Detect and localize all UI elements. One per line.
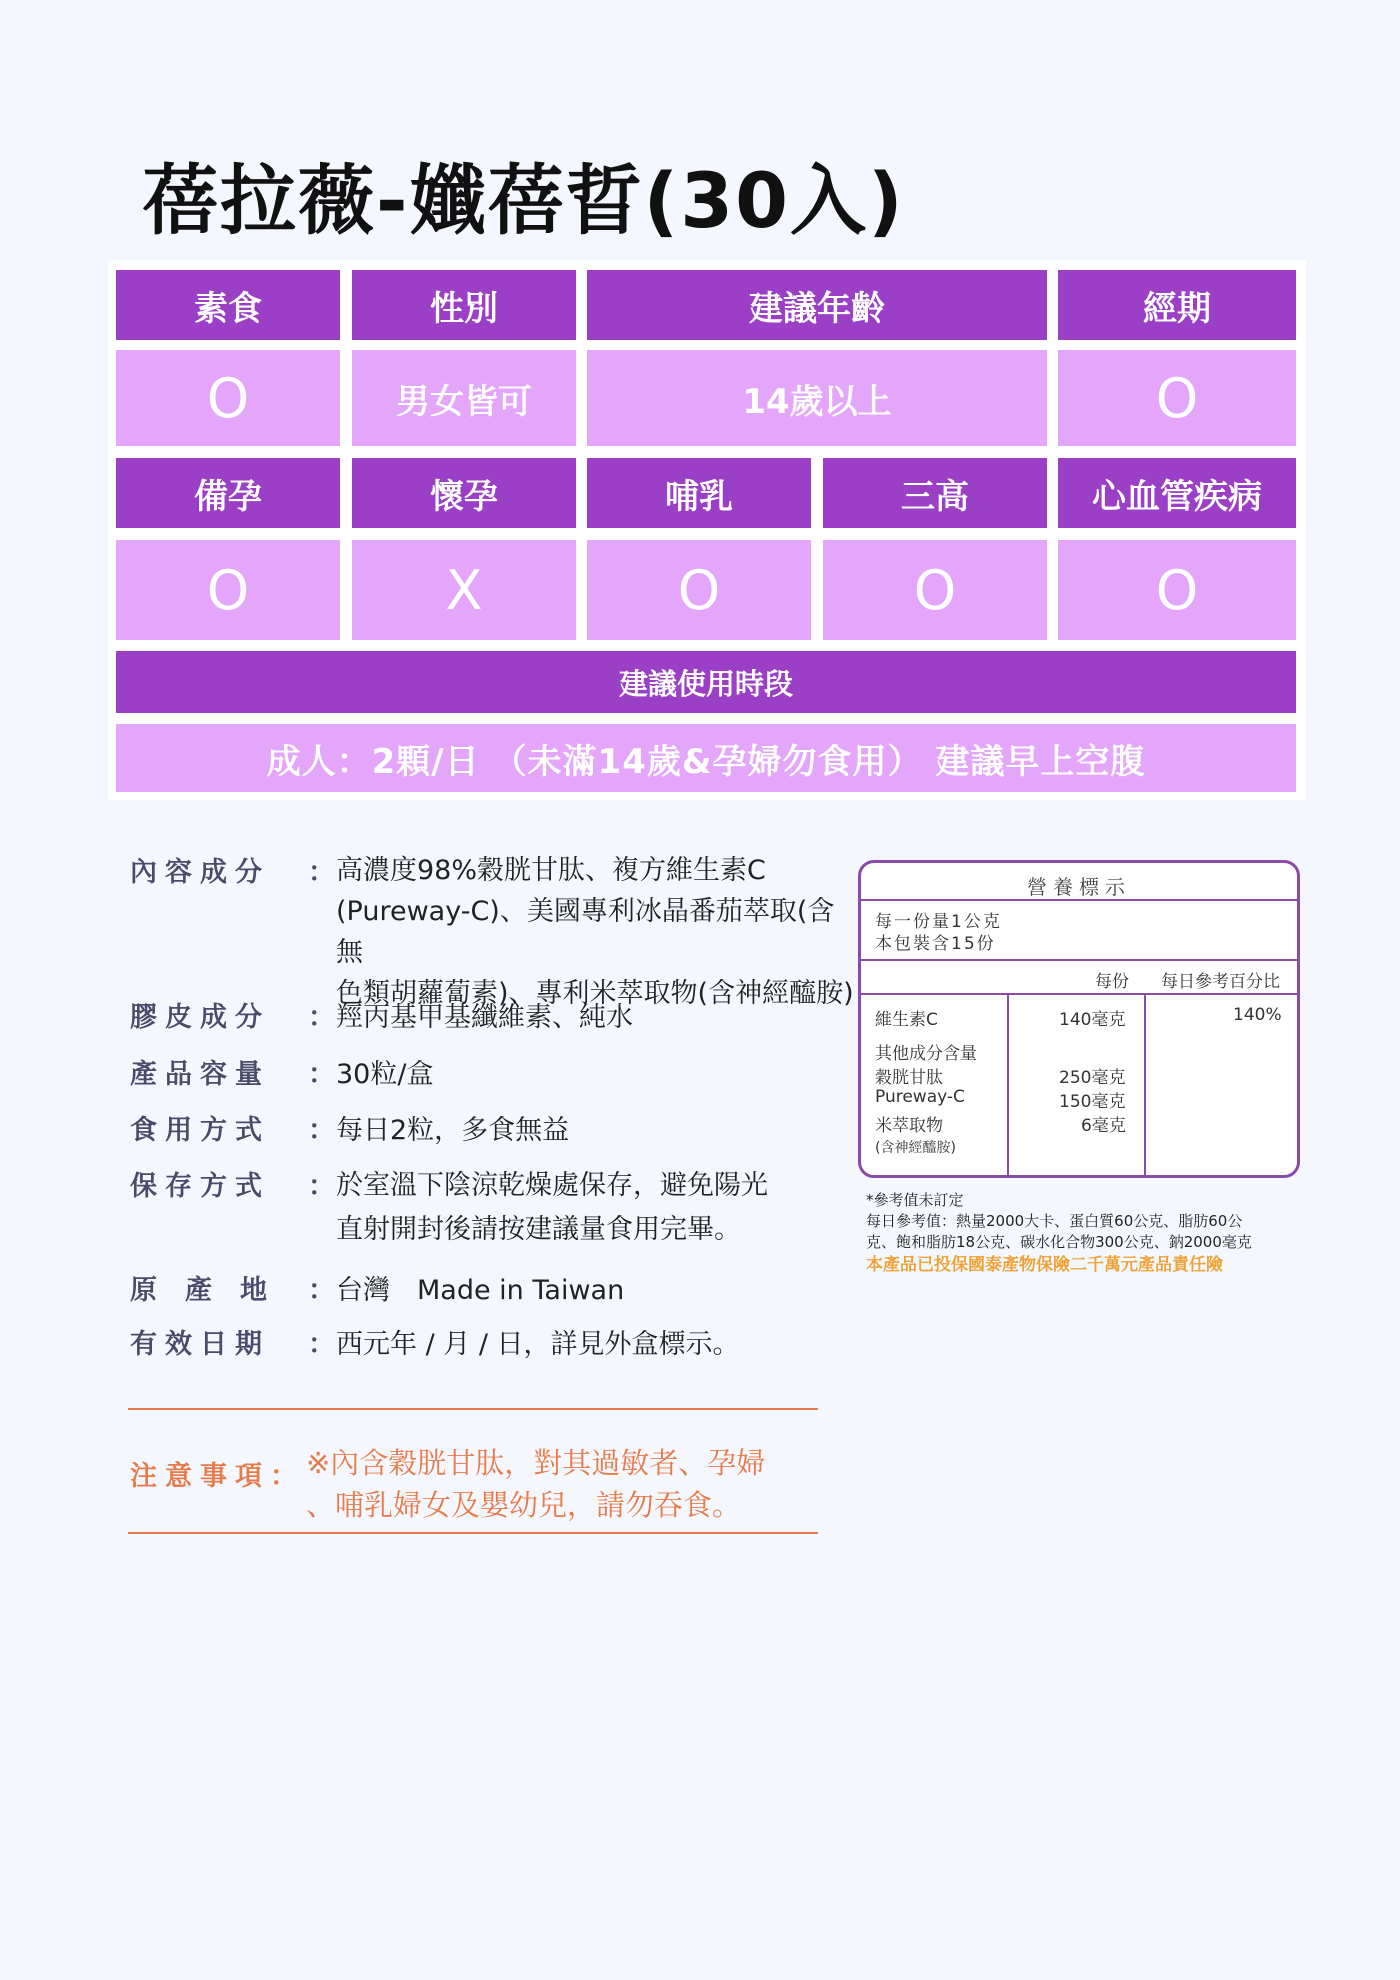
value-breastfeeding: O — [587, 540, 811, 640]
insurance-note: 本產品已投保國泰產物保險二千萬元產品責任險 — [866, 1255, 1223, 1275]
reference-note: *參考值未訂定 — [866, 1191, 964, 1209]
page-title: 蓓拉薇-孅蓓晢(30入) — [142, 156, 905, 245]
pureway-amount: 150毫克 — [1059, 1092, 1126, 1112]
storage-row — [130, 1164, 856, 1252]
nutrition-divider — [861, 959, 1297, 961]
header-age: 建議年齡 — [587, 270, 1047, 340]
header-pregnancy: 懷孕 — [352, 458, 576, 528]
colon: ： — [308, 1171, 335, 1202]
content-text — [336, 850, 856, 1014]
content-label: 內容成分 — [130, 857, 270, 888]
colon: ： — [308, 1329, 335, 1360]
storage-text — [336, 1164, 856, 1252]
caution-line: ※內含穀胱甘肽，對其過敏者、孕婦 — [306, 1446, 766, 1480]
divider-bottom — [128, 1532, 818, 1534]
daily-values-line: 克、飽和脂肪18公克、碳水化合物300公克、鈉2000毫克 — [866, 1233, 1252, 1251]
colon: ： — [308, 1059, 335, 1090]
value-age: 14歲以上 — [587, 350, 1047, 446]
nutrition-notes — [866, 1190, 1252, 1276]
other-header: 其他成分含量 — [875, 1044, 977, 1064]
storage-line: 於室溫下陰涼乾燥處保存，避免陽光 — [336, 1170, 768, 1201]
glutathione-amount: 250毫克 — [1059, 1068, 1126, 1088]
caution-text — [306, 1442, 826, 1526]
pureway-name: Pureway-C — [875, 1087, 965, 1107]
nutrition-title: 營養標示 — [1027, 875, 1131, 899]
expiry-row — [130, 1322, 740, 1361]
caution-line: 、哺乳婦女及嬰幼兒，請勿吞食。 — [306, 1488, 742, 1522]
nutrition-col-line — [1144, 993, 1146, 1175]
usage-grid — [108, 260, 1306, 800]
vitc-daily: 140% — [1233, 1005, 1282, 1025]
header-preconception: 備孕 — [116, 458, 340, 528]
header-breastfeeding: 哺乳 — [587, 458, 811, 528]
header-three-highs: 三高 — [823, 458, 1047, 528]
volume-label: 產品容量 — [130, 1059, 270, 1090]
volume-row — [130, 1052, 433, 1091]
value-pregnancy: X — [352, 540, 576, 640]
content-line: 色類胡蘿蔔素)、專利米萃取物(含神經醯胺) — [336, 978, 854, 1009]
origin-label: 原產地 — [130, 1275, 295, 1306]
value-cardiovascular: O — [1058, 540, 1296, 640]
storage-label: 保存方式 — [130, 1171, 270, 1202]
expiry-label: 有效日期 — [130, 1329, 270, 1360]
nutrition-col-line — [1007, 993, 1009, 1175]
servings-per-pack: 本包裝含15份 — [875, 934, 996, 954]
header-gender: 性別 — [352, 270, 576, 340]
capsule-label: 膠皮成分 — [130, 1002, 270, 1033]
caution-label: 注意事項： — [130, 1461, 305, 1492]
volume-value: 30粒/盒 — [336, 1059, 434, 1090]
header-menstruation: 經期 — [1058, 270, 1296, 340]
capsule-value: 羥丙基甲基纖維素、純水 — [336, 1002, 633, 1033]
content-line: 高濃度98%穀胱甘肽、複方維生素C — [336, 855, 766, 886]
colon: ： — [308, 857, 335, 888]
divider-top — [128, 1408, 818, 1410]
value-three-highs: O — [823, 540, 1047, 640]
value-timing: 成人：2顆/日 （未滿14歲&孕婦勿食用） 建議早上空腹 — [116, 724, 1296, 792]
value-gender: 男女皆可 — [352, 350, 576, 446]
capsule-row — [130, 995, 633, 1034]
usage-value: 每日2粒，多食無益 — [336, 1115, 570, 1146]
content-row — [130, 850, 856, 1014]
header-timing: 建議使用時段 — [116, 651, 1296, 713]
value-preconception: O — [116, 540, 340, 640]
colon: ： — [308, 1002, 335, 1033]
col-daily-percent: 每日參考百分比 — [1161, 972, 1280, 992]
col-per-serving: 每份 — [1095, 972, 1129, 992]
origin-value: 台灣 Made in Taiwan — [336, 1275, 625, 1306]
colon: ： — [308, 1115, 335, 1146]
value-menstruation: O — [1058, 350, 1296, 446]
usage-label: 食用方式 — [130, 1115, 270, 1146]
content-line: (Pureway-C)、美國專利冰晶番茄萃取(含無 — [336, 896, 835, 968]
nutrition-divider — [861, 993, 1297, 995]
colon: ： — [308, 1275, 335, 1306]
rice-extract-amount: 6毫克 — [1081, 1116, 1126, 1136]
nutrition-facts — [858, 860, 1300, 1178]
vitc-amount: 140毫克 — [1059, 1010, 1126, 1030]
header-cardiovascular: 心血管疾病 — [1058, 458, 1296, 528]
origin-row — [130, 1268, 624, 1307]
usage-row — [130, 1108, 569, 1147]
value-vegetarian: O — [116, 350, 340, 446]
rice-extract-note: (含神經醯胺) — [875, 1140, 956, 1156]
header-vegetarian: 素食 — [116, 270, 340, 340]
vitc-name: 維生素C — [875, 1010, 938, 1030]
storage-line: 直射開封後請按建議量食用完畢。 — [336, 1214, 741, 1245]
daily-values-line: 每日參考值：熱量2000大卡、蛋白質60公克、脂肪60公 — [866, 1212, 1243, 1230]
serving-size: 每一份量1公克 — [875, 912, 1002, 932]
rice-extract-name: 米萃取物 — [875, 1116, 943, 1136]
nutrition-divider — [861, 899, 1297, 901]
glutathione-name: 穀胱甘肽 — [875, 1068, 943, 1088]
expiry-value: 西元年 / 月 / 日，詳見外盒標示。 — [336, 1329, 740, 1360]
